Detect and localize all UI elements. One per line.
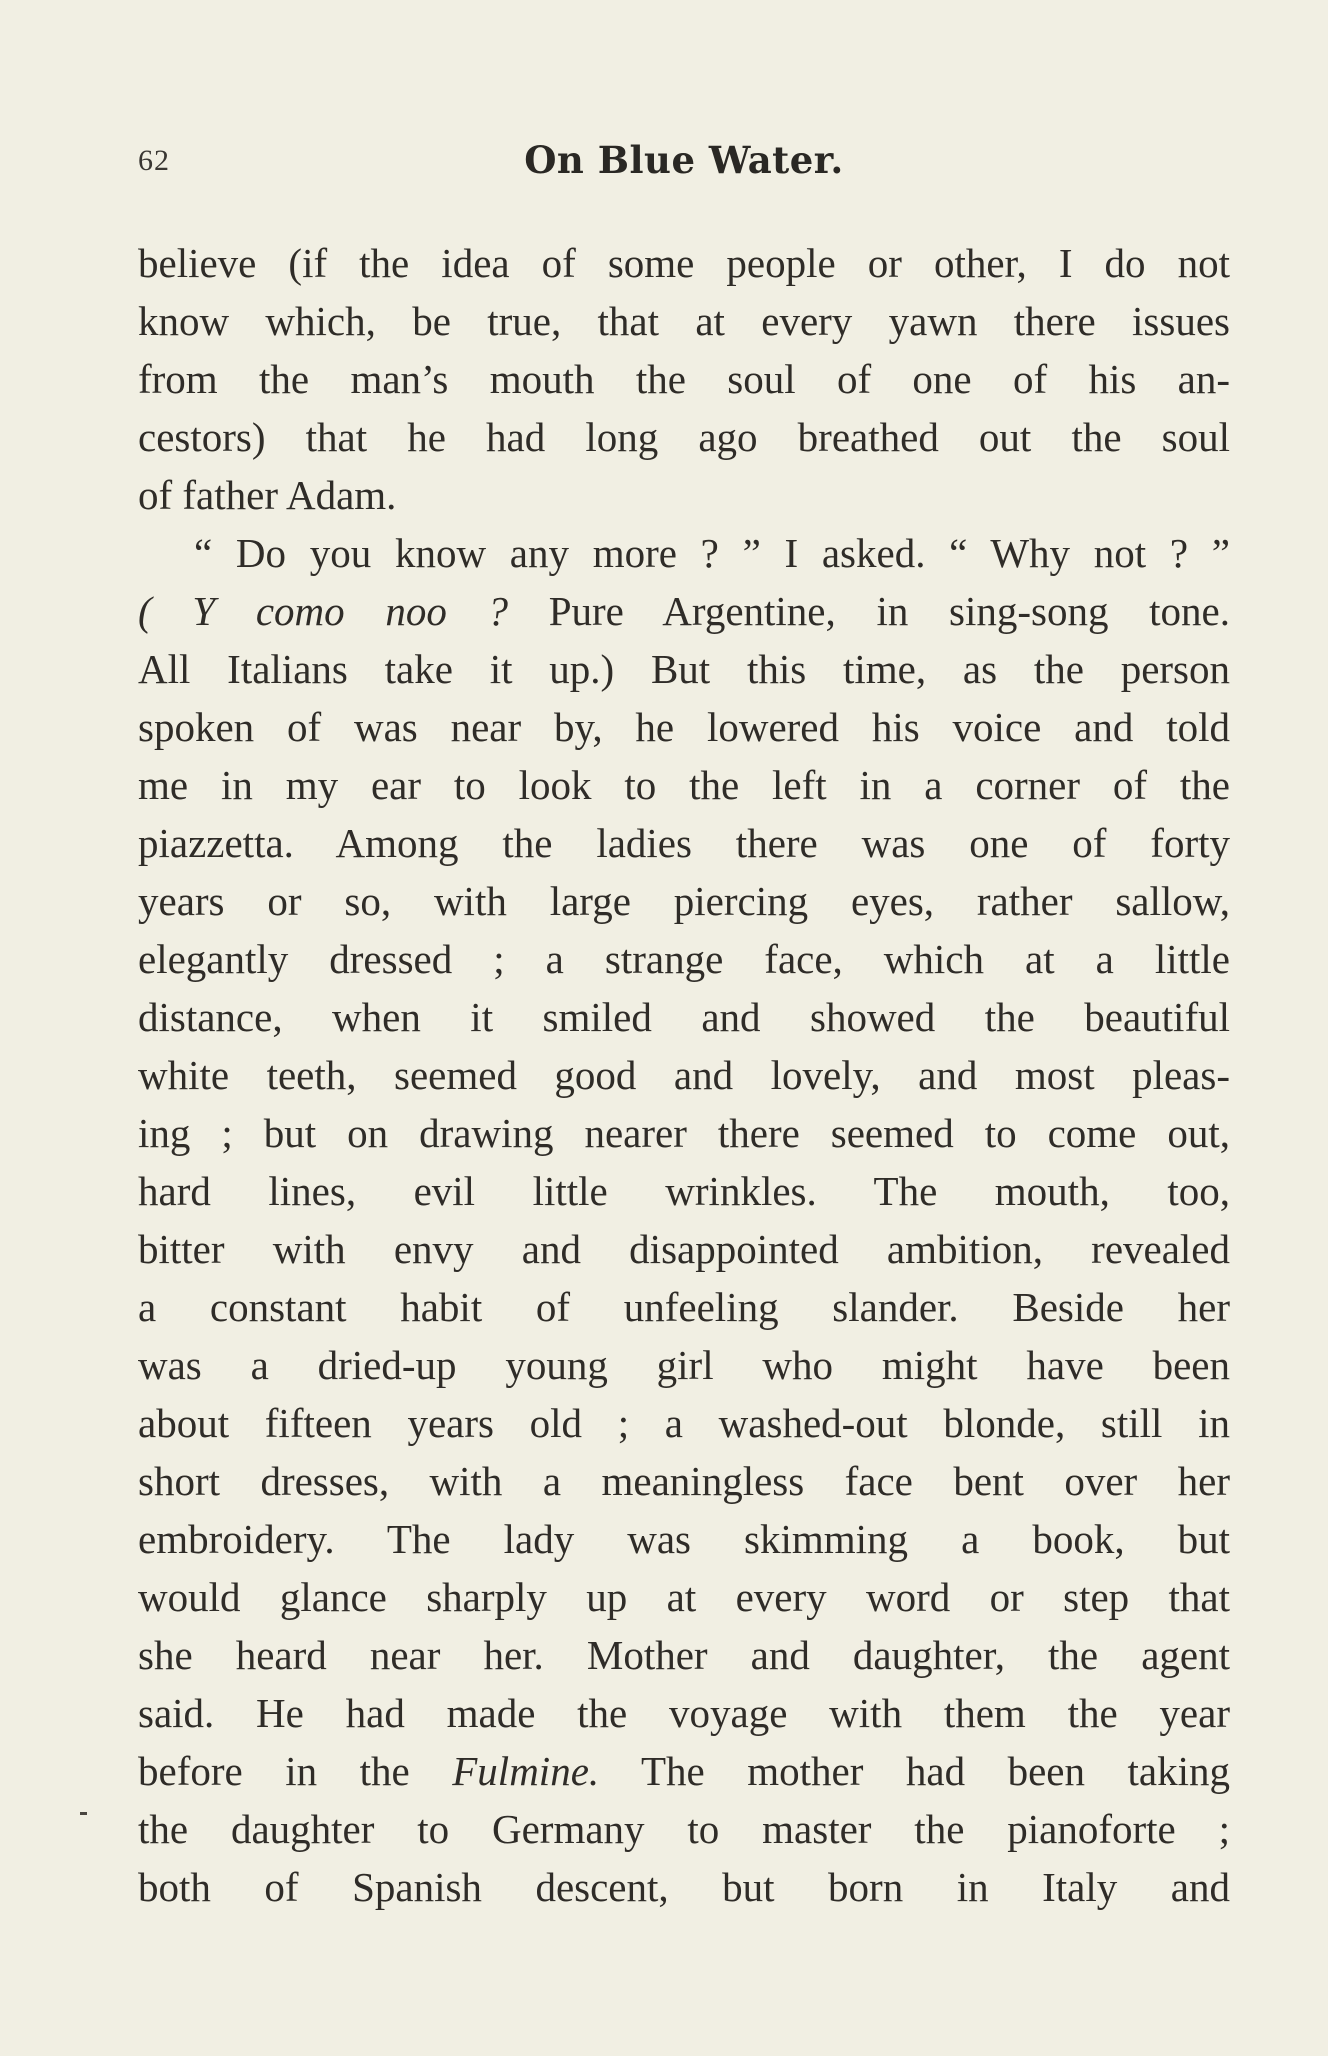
page-number: 62: [138, 144, 170, 177]
text-line-18: bitter with envy and disappointed ambition, revealed: [138, 1226, 1230, 1272]
text-line-22: short dresses, with a meaningless face bent over her: [138, 1458, 1230, 1504]
text-line-14: distance, when it smiled and showed the beautiful: [138, 994, 1230, 1040]
italic-ship-name: Fulmine.: [452, 1748, 600, 1794]
text-line-8: All Italians take it up.) But this time, as the person: [138, 646, 1230, 692]
text-line-3: from the man’s mouth the soul of one of his an-: [138, 356, 1230, 402]
text-line-15: white teeth, seemed good and lovely, and most pleas-: [138, 1052, 1230, 1098]
running-head-title: On Blue Water.: [524, 138, 844, 182]
text-line-29: both of Spanish descent, but born in Italy and: [138, 1864, 1230, 1910]
text-line-12: years or so, with large piercing eyes, rather sallow,: [138, 878, 1230, 924]
page-header: [138, 138, 1230, 198]
text-line-17: hard lines, evil little wrinkles. The mouth, too,: [138, 1168, 1230, 1214]
text-line-21: about fifteen years old ; a washed-out blonde, still in: [138, 1400, 1230, 1446]
text-line-28: the daughter to Germany to master the pianoforte ;: [138, 1806, 1230, 1852]
text-line-19: a constant habit of unfeeling slander. Beside her: [138, 1284, 1230, 1330]
text-line-7: [138, 582, 1230, 640]
text-line-1: believe (if the idea of some people or other, I do not: [138, 240, 1230, 286]
text-line-9: spoken of was near by, he lowered his voice and told: [138, 704, 1230, 750]
text-line-23: embroidery. The lady was skimming a book, but: [138, 1516, 1230, 1562]
text-line-11: piazzetta. Among the ladies there was one of forty: [138, 820, 1230, 866]
text-line-24: would glance sharply up at every word or step that: [138, 1574, 1230, 1620]
margin-mark: [80, 1812, 87, 1815]
text-line-26: said. He had made the voyage with them the year: [138, 1690, 1230, 1736]
text-line-5: of father Adam.: [138, 472, 397, 518]
text-line-2: know which, be true, that at every yawn there issues: [138, 298, 1230, 344]
text-line-16: ing ; but on drawing nearer there seemed to come out,: [138, 1110, 1230, 1156]
italic-phrase: ( Y como noo ?: [138, 588, 509, 634]
text-line-6: “ Do you know any more ? ” I asked. “ Why not ? ”: [194, 530, 1230, 576]
text-line-20: was a dried-up young girl who might have been: [138, 1342, 1230, 1388]
body-text: [138, 234, 1230, 1916]
text-line-27-start: before in the: [138, 1748, 453, 1794]
text-line-25: she heard near her. Mother and daughter, the agent: [138, 1632, 1230, 1678]
text-line-7-rest: Pure Argentine, in sing-song tone.: [508, 588, 1230, 634]
text-line-27: [138, 1742, 1230, 1800]
text-line-4: cestors) that he had long ago breathed out the soul: [138, 414, 1230, 460]
text-line-10: me in my ear to look to the left in a corner of the: [138, 762, 1230, 808]
text-line-27-rest: The mother had been taking: [599, 1748, 1230, 1794]
text-line-13: elegantly dressed ; a strange face, which at a little: [138, 936, 1230, 982]
